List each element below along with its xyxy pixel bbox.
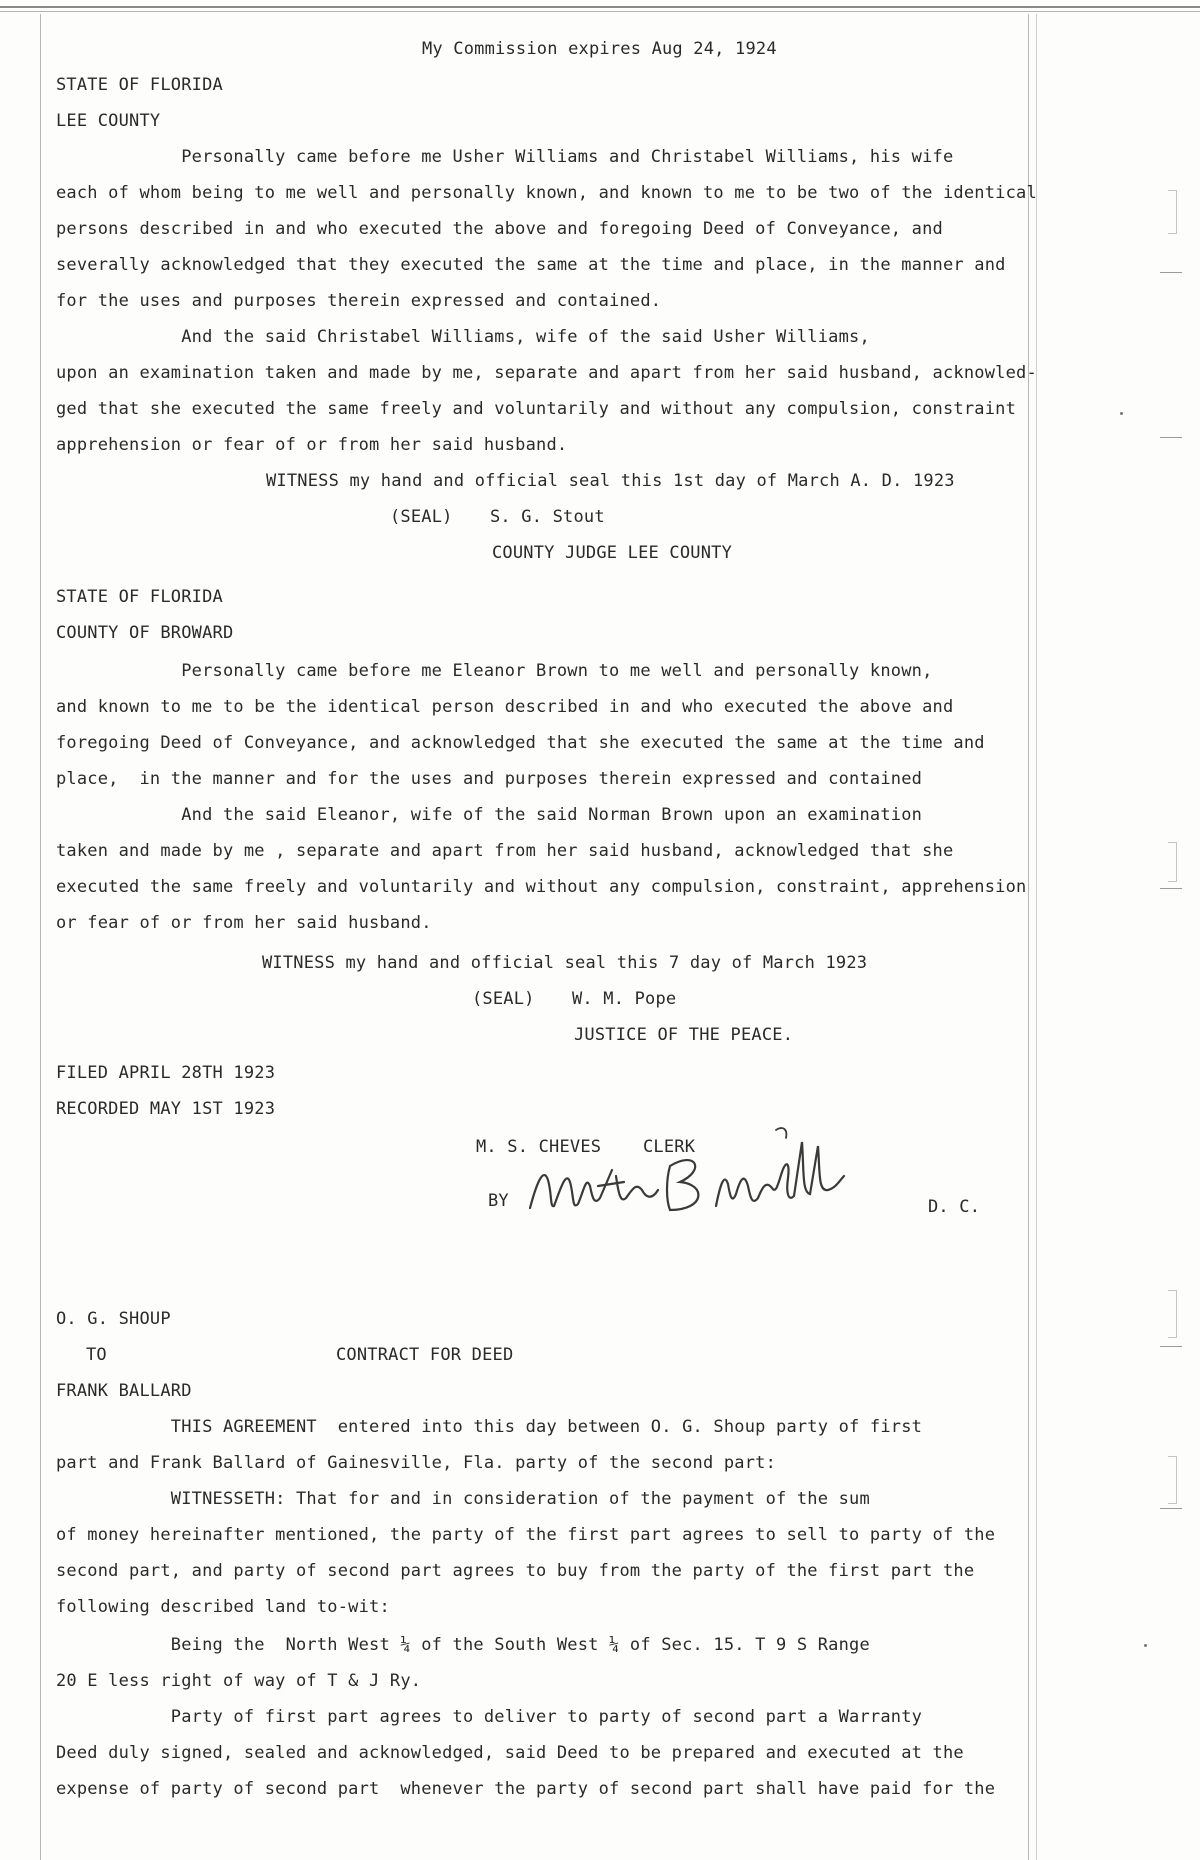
body-line: for the uses and purposes therein expressed and contained.	[56, 291, 662, 311]
first-party-heading: O. G. SHOUP	[56, 1309, 171, 1329]
body-line: expense of party of second part whenever the party of second part shall have paid for the	[56, 1779, 996, 1799]
margin-bracket-mark	[1168, 1290, 1177, 1338]
body-line: persons described in and who executed the above and foregoing Deed of Conveyance, and	[56, 219, 943, 239]
body-line: foregoing Deed of Conveyance, and acknowledged that she executed the same at the time and	[56, 733, 985, 753]
margin-tick-mark	[1160, 272, 1182, 273]
body-line: Being the North West ¼ of the South West ¼ of Sec. 15. T 9 S Range	[56, 1635, 870, 1655]
body-line: part and Frank Ballard of Gainesville, Fla. party of the second part:	[56, 1453, 777, 1473]
body-line: and known to me to be the identical person described in and who executed the above and	[56, 697, 954, 717]
margin-speck	[1144, 1644, 1147, 1647]
body-line: And the said Christabel Williams, wife of the said Usher Williams,	[56, 327, 870, 347]
state-heading: STATE OF FLORIDA	[56, 75, 223, 95]
recorded-date: RECORDED MAY 1ST 1923	[56, 1099, 276, 1119]
second-party-heading: FRANK BALLARD	[56, 1381, 192, 1401]
deputy-clerk-label: D. C.	[928, 1197, 981, 1217]
body-line: second part, and party of second part agrees to buy from the party of the first part the	[56, 1561, 975, 1581]
body-line: taken and made by me , separate and apart from her said husband, acknowledged that she	[56, 841, 954, 861]
top-rule-secondary	[0, 11, 1200, 12]
body-line: WITNESSETH: That for and in consideration of the payment of the sum	[56, 1489, 870, 1509]
seal-mark: (SEAL)	[472, 989, 535, 1009]
margin-tick-mark	[1160, 1508, 1182, 1509]
signer-title: JUSTICE OF THE PEACE.	[574, 1025, 794, 1045]
body-line: 20 E less right of way of T & J Ry.	[56, 1671, 422, 1691]
right-margin-rule	[1028, 14, 1029, 1860]
filed-date: FILED APRIL 28TH 1923	[56, 1063, 276, 1083]
body-line: apprehension or fear of or from her said husband.	[56, 435, 568, 455]
margin-bracket-mark	[1168, 1456, 1177, 1504]
body-line: Personally came before me Eleanor Brown to me well and personally known,	[56, 661, 933, 681]
body-line: each of whom being to me well and personally known, and known to me to be two of the identical	[56, 183, 1037, 203]
left-margin-rule	[40, 14, 41, 1860]
margin-tick-mark	[1160, 1346, 1182, 1347]
right-margin-rule-secondary	[1036, 14, 1037, 1860]
witness-line: WITNESS my hand and official seal this 7 day of March 1923	[262, 953, 868, 973]
by-label: BY	[488, 1191, 509, 1211]
margin-tick-mark	[1160, 437, 1182, 438]
body-line: Party of first part agrees to deliver to party of second part a Warranty	[56, 1707, 923, 1727]
body-line: following described land to-wit:	[56, 1597, 390, 1617]
county-heading: COUNTY OF BROWARD	[56, 623, 234, 643]
body-line: Personally came before me Usher Williams and Christabel Williams, his wife	[56, 147, 954, 167]
top-rule	[0, 6, 1200, 8]
commission-expiry: My Commission expires Aug 24, 1924	[422, 39, 777, 59]
body-line: of money hereinafter mentioned, the party of the first part agrees to sell to party of the	[56, 1525, 996, 1545]
clerk-line: M. S. CHEVES CLERK	[476, 1137, 696, 1157]
body-line: ged that she executed the same freely and voluntarily and without any compulsion, constraint	[56, 399, 1017, 419]
margin-bracket-mark	[1168, 190, 1177, 234]
margin-speck	[1120, 412, 1123, 415]
margin-tick-mark	[1160, 888, 1182, 889]
deputy-clerk-signature	[520, 1120, 850, 1230]
county-heading: LEE COUNTY	[56, 111, 161, 131]
body-line: place, in the manner and for the uses and purposes therein expressed and contained	[56, 769, 923, 789]
state-heading: STATE OF FLORIDA	[56, 587, 223, 607]
body-line: THIS AGREEMENT entered into this day between O. G. Shoup party of first	[56, 1417, 923, 1437]
contract-title: CONTRACT FOR DEED	[336, 1345, 514, 1365]
body-line: executed the same freely and voluntarily and without any compulsion, constraint, apprehension	[56, 877, 1027, 897]
body-line: And the said Eleanor, wife of the said Norman Brown upon an examination	[56, 805, 923, 825]
margin-bracket-mark	[1168, 842, 1177, 882]
seal-mark: (SEAL)	[390, 507, 453, 527]
body-line: severally acknowledged that they executed the same at the time and place, in the manner and	[56, 255, 1006, 275]
signer-title: COUNTY JUDGE LEE COUNTY	[492, 543, 733, 563]
body-line: Deed duly signed, sealed and acknowledged, said Deed to be prepared and executed at the	[56, 1743, 964, 1763]
body-line: or fear of or from her said husband.	[56, 913, 432, 933]
to-label: TO	[86, 1345, 107, 1365]
body-line: upon an examination taken and made by me, separate and apart from her said husband, acknowled-	[56, 363, 1037, 383]
signer-name: S. G. Stout	[490, 507, 605, 527]
signer-name: W. M. Pope	[572, 989, 677, 1009]
witness-line: WITNESS my hand and official seal this 1st day of March A. D. 1923	[266, 471, 955, 491]
